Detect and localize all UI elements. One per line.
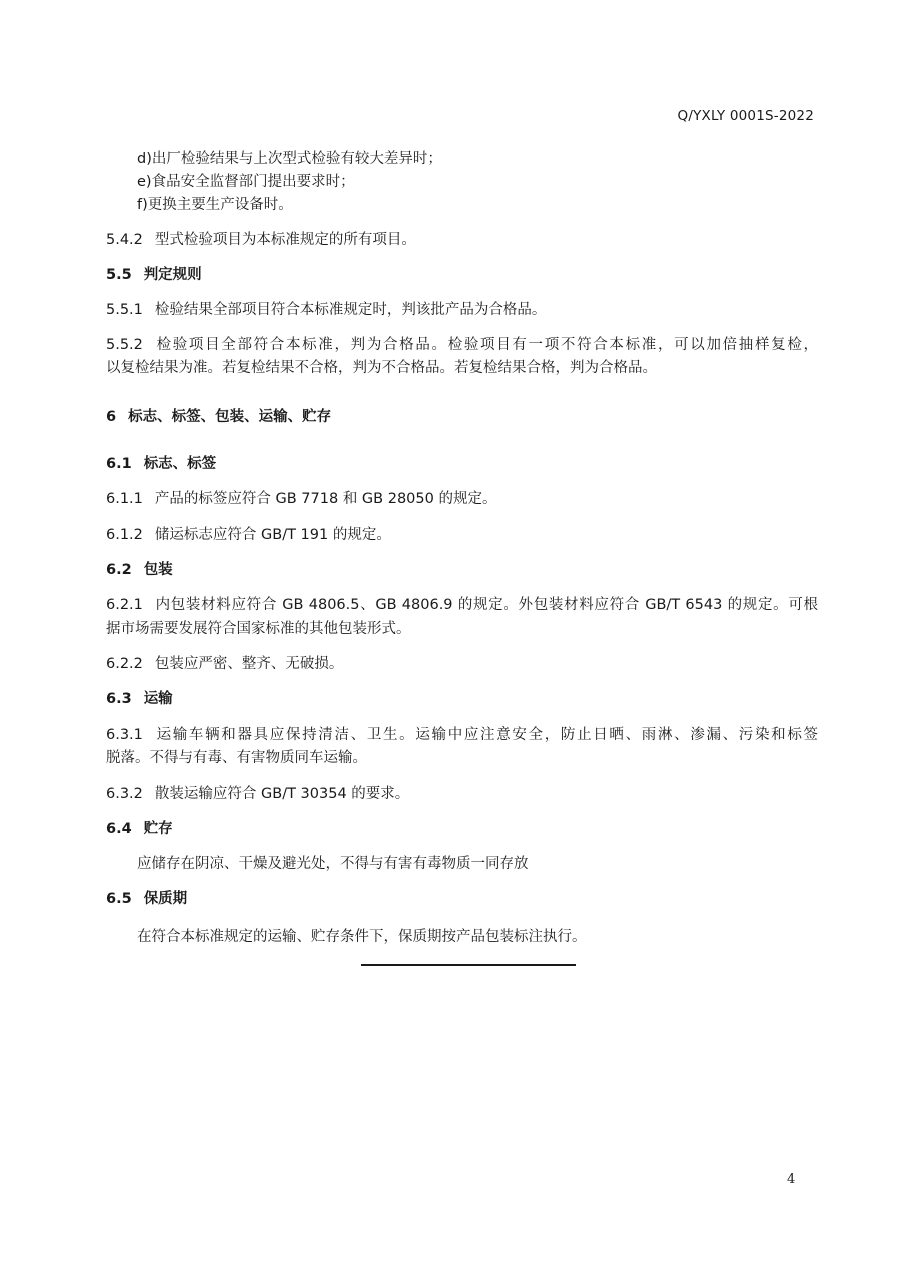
page-number: 4 <box>787 1172 796 1187</box>
section-6-4-heading <box>106 820 818 838</box>
clause-6-3-1-line-2: 脱落。不得与有毒、有害物质同车运输。 <box>106 750 367 766</box>
clause-number: 5.4.2 <box>106 232 143 248</box>
clause-number: 6.1.2 <box>106 527 143 543</box>
clause-number: 5.5.2 <box>106 337 143 353</box>
clause-6-1-2 <box>106 526 818 544</box>
section-title: 运输 <box>143 691 173 707</box>
clause-number: 6.3.2 <box>106 786 143 802</box>
end-of-document-rule <box>361 964 576 966</box>
clause-text: 产品的标签应符合 GB 7718 和 GB 28050 的规定。 <box>154 491 497 507</box>
section-title: 判定规则 <box>143 267 202 283</box>
clause-text: 型式检验项目为本标准规定的所有项目。 <box>154 232 416 248</box>
section-number: 6.3 <box>106 691 132 707</box>
list-item-f: f)更换主要生产设备时。 <box>137 197 293 213</box>
clause-number: 6.1.1 <box>106 491 143 507</box>
section-6-3-heading <box>106 690 818 708</box>
section-number: 6.2 <box>106 562 132 578</box>
section-number: 6.4 <box>106 821 132 837</box>
section-6-2-heading <box>106 561 818 579</box>
clause-6-3-2 <box>106 785 818 803</box>
clause-text: 包装应严密、整齐、无破损。 <box>154 656 344 672</box>
section-number: 6.1 <box>106 456 132 472</box>
clause-6-3-1-line-1 <box>106 726 818 744</box>
clause-text: 储运标志应符合 GB/T 191 的规定。 <box>154 527 391 543</box>
document-code: Q/YXLY 0001S-2022 <box>677 108 814 124</box>
section-title: 保质期 <box>143 891 188 907</box>
section-title: 标志、标签、包装、运输、贮存 <box>128 409 332 425</box>
section-number: 6.5 <box>106 891 132 907</box>
section-5-5-heading <box>106 266 818 284</box>
clause-6-2-2 <box>106 655 818 673</box>
section-title: 贮存 <box>143 821 173 837</box>
clause-number: 5.5.1 <box>106 302 143 318</box>
clause-text: 检验项目全部符合本标准，判为合格品。检验项目有一项不符合本标准，可以加倍抽样复检， <box>154 337 818 353</box>
clause-text: 检验结果全部项目符合本标准规定时，判该批产品为合格品。 <box>154 302 547 318</box>
section-title: 标志、标签 <box>143 456 217 472</box>
clause-text: 运输车辆和器具应保持清洁、卫生。运输中应注意安全，防止日晒、雨淋、渗漏、污染和标签 <box>154 727 818 743</box>
clause-6-2-1-line-2: 据市场需要发展符合国家标准的其他包装形式。 <box>106 621 411 637</box>
section-6-4-text: 应储存在阴凉、干燥及避光处，不得与有害有毒物质一同存放 <box>137 856 529 872</box>
clause-number: 6.2.2 <box>106 656 143 672</box>
clause-6-2-1-line-1 <box>106 596 818 614</box>
clause-6-1-1 <box>106 490 818 508</box>
list-item-e: e)食品安全监督部门提出要求时； <box>137 174 355 190</box>
clause-number: 6.2.1 <box>106 597 143 613</box>
list-item-d: d)出厂检验结果与上次型式检验有较大差异时； <box>137 151 442 167</box>
section-6-5-heading <box>106 890 818 908</box>
clause-5-5-1 <box>106 301 818 319</box>
section-6-5-text: 在符合本标准规定的运输、贮存条件下，保质期按产品包装标注执行。 <box>137 929 587 945</box>
clause-number: 6.3.1 <box>106 727 143 743</box>
clause-5-5-2-line-2: 以复检结果为准。若复检结果不合格，判为不合格品。若复检结果合格，判为合格品。 <box>106 360 657 376</box>
clause-5-5-2-line-1 <box>106 336 818 354</box>
section-number: 5.5 <box>106 267 132 283</box>
section-title: 包装 <box>143 562 173 578</box>
section-number: 6 <box>106 409 117 425</box>
section-6-1-heading <box>106 455 818 473</box>
section-6-heading <box>106 408 818 426</box>
clause-text: 散装运输应符合 GB/T 30354 的要求。 <box>154 786 410 802</box>
clause-text: 内包装材料应符合 GB 4806.5、GB 4806.9 的规定。外包装材料应符合 GB/T 6543 的规定。可根 <box>154 597 818 613</box>
clause-5-4-2 <box>106 231 818 249</box>
